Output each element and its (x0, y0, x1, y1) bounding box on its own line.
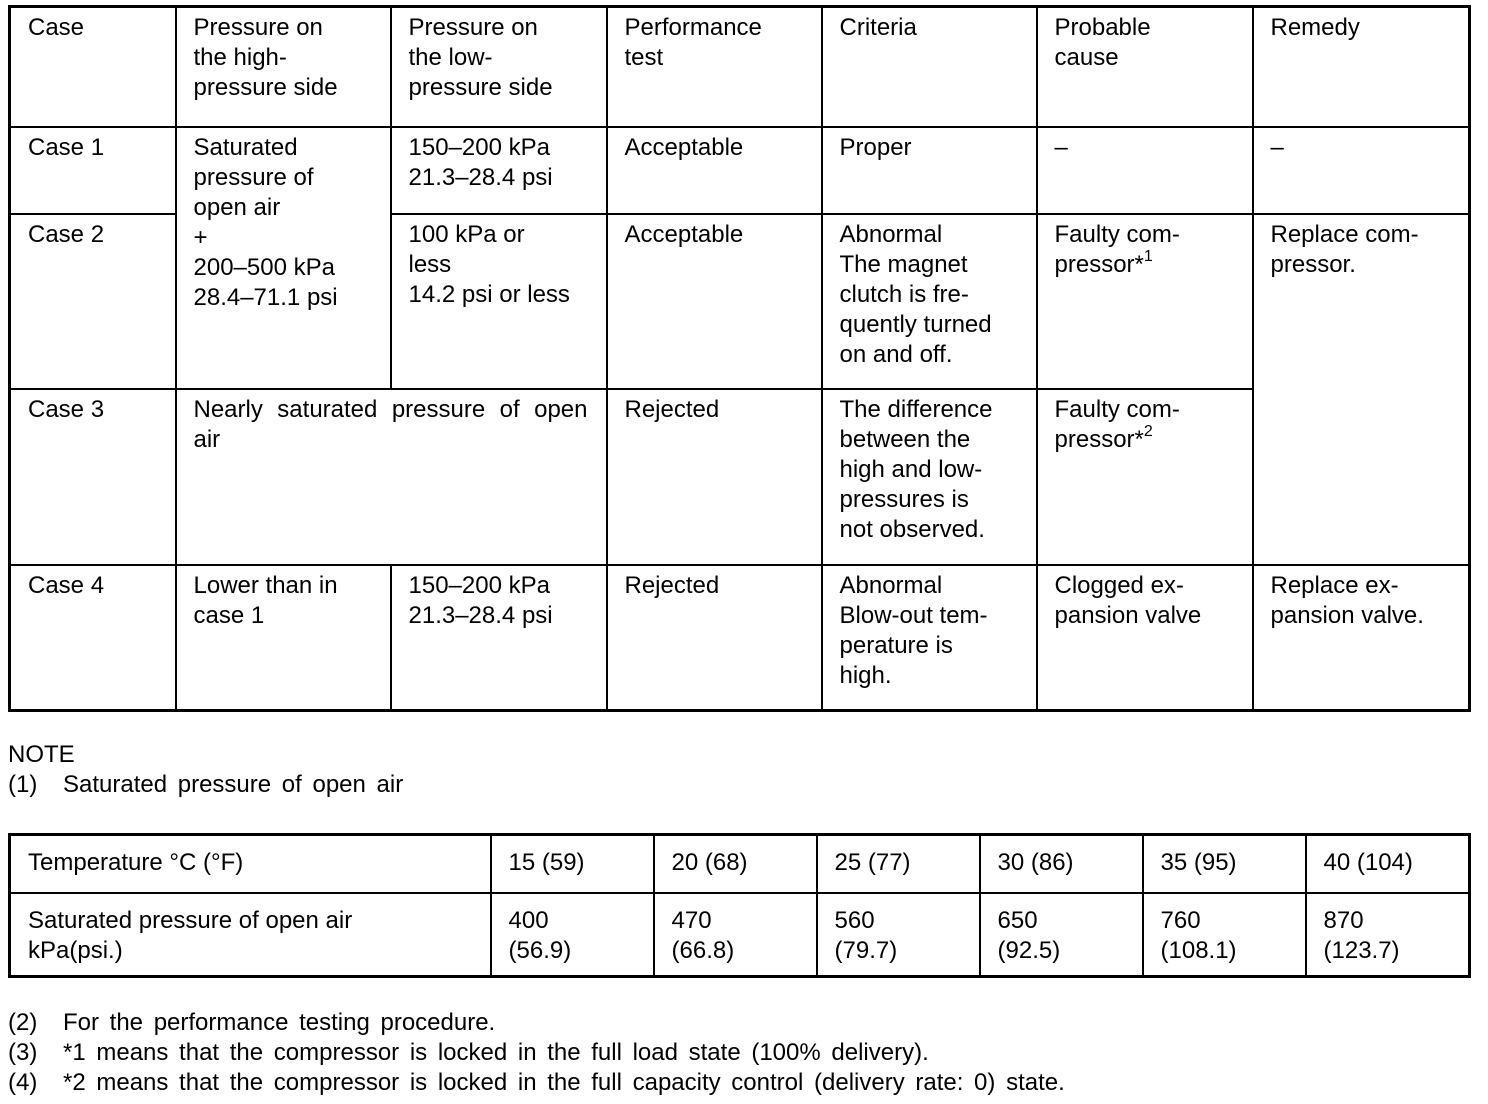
cause-text: Faulty com- pressor* (1054, 395, 1180, 453)
pressure-value: 400 (56.9) (491, 893, 654, 977)
high-pressure-cell: Saturated pressure of open air + 200–500 kPa 28.4–71.1 psi (176, 127, 391, 389)
temperature-label: Temperature °C (°F) (10, 835, 491, 893)
pressure-cell-merged: Nearly saturated pressure of open air (176, 389, 607, 565)
temperature-value: 40 (104) (1306, 835, 1470, 893)
header-performance-test: Performance test (607, 7, 822, 127)
criteria-cell: Proper (822, 127, 1037, 214)
performance-cell: Acceptable (607, 127, 822, 214)
footnote-number: (2) (8, 1009, 38, 1036)
footnote-item (8, 1038, 1065, 1068)
footnote-item (8, 1068, 1065, 1098)
footnote-number: (3) (8, 1039, 38, 1066)
criteria-cell: Abnormal Blow-out tem- perature is high. (822, 565, 1037, 711)
footnote-number: (4) (8, 1069, 38, 1096)
high-pressure-cell: Lower than in case 1 (176, 565, 391, 711)
pressure-value: 650 (92.5) (980, 893, 1143, 977)
header-high-pressure: Pressure on the high- pressure side (176, 7, 391, 127)
criteria-cell: The difference between the high and low- pressures is not observed. (822, 389, 1037, 565)
note-item-number: (1) (8, 771, 38, 798)
header-criteria: Criteria (822, 7, 1037, 127)
footnote-marker: 2 (1143, 422, 1153, 440)
temperature-value: 25 (77) (817, 835, 980, 893)
saturated-pressure-table (8, 833, 1471, 978)
low-pressure-cell: 150–200 kPa 21.3–28.4 psi (391, 565, 607, 711)
low-pressure-cell: 150–200 kPa 21.3–28.4 psi (391, 127, 607, 214)
case-label: Case 3 (10, 389, 176, 565)
header-remedy: Remedy (1253, 7, 1470, 127)
footnote-text: *1 means that the compressor is locked in the full load state (100% delivery). (63, 1039, 929, 1066)
footnote-marker: 1 (1143, 247, 1153, 265)
temperature-row (10, 835, 1470, 893)
temperature-value: 35 (95) (1143, 835, 1306, 893)
performance-cell: Rejected (607, 565, 822, 711)
note-item (8, 770, 403, 800)
header-probable-cause: Probable cause (1037, 7, 1253, 127)
table-row (10, 565, 1470, 711)
cause-cell: Clogged ex- pansion valve (1037, 565, 1253, 711)
note-heading: NOTE (8, 741, 75, 768)
pressure-value: 760 (108.1) (1143, 893, 1306, 977)
header-case: Case (10, 7, 176, 127)
case-label: Case 4 (10, 565, 176, 711)
pressure-row (10, 893, 1470, 977)
footnote-item (8, 1008, 1065, 1038)
footnotes (8, 1008, 1065, 1098)
performance-cell: Acceptable (607, 214, 822, 389)
troubleshooting-table (8, 5, 1471, 712)
header-low-pressure: Pressure on the low- pressure side (391, 7, 607, 127)
pressure-value: 870 (123.7) (1306, 893, 1470, 977)
temperature-value: 30 (86) (980, 835, 1143, 893)
cause-cell (1037, 389, 1253, 565)
low-pressure-cell: 100 kPa or less 14.2 psi or less (391, 214, 607, 389)
note-item-text: Saturated pressure of open air (63, 771, 404, 798)
case-label: Case 1 (10, 127, 176, 214)
temperature-value: 15 (59) (491, 835, 654, 893)
temperature-value: 20 (68) (654, 835, 817, 893)
cause-text: Faulty com- pressor* (1054, 220, 1180, 278)
case-label: Case 2 (10, 214, 176, 389)
footnote-text: For the performance testing procedure. (63, 1009, 496, 1036)
cause-cell: – (1037, 127, 1253, 214)
note-section (8, 740, 403, 800)
header-row (10, 7, 1470, 127)
pressure-value: 560 (79.7) (817, 893, 980, 977)
table-row (10, 389, 1470, 565)
performance-cell: Rejected (607, 389, 822, 565)
remedy-cell: – (1253, 127, 1470, 214)
table-row (10, 127, 1470, 214)
remedy-cell: Replace ex- pansion valve. (1253, 565, 1470, 711)
pressure-label: Saturated pressure of open air kPa(psi.) (10, 893, 491, 977)
pressure-value: 470 (66.8) (654, 893, 817, 977)
cause-cell (1037, 214, 1253, 389)
criteria-cell: Abnormal The magnet clutch is fre- quently turned on and off. (822, 214, 1037, 389)
remedy-cell: Replace com- pressor. (1253, 214, 1470, 565)
footnote-text: *2 means that the compressor is locked in the full capacity control (delivery rate: 0) state. (63, 1069, 1065, 1096)
